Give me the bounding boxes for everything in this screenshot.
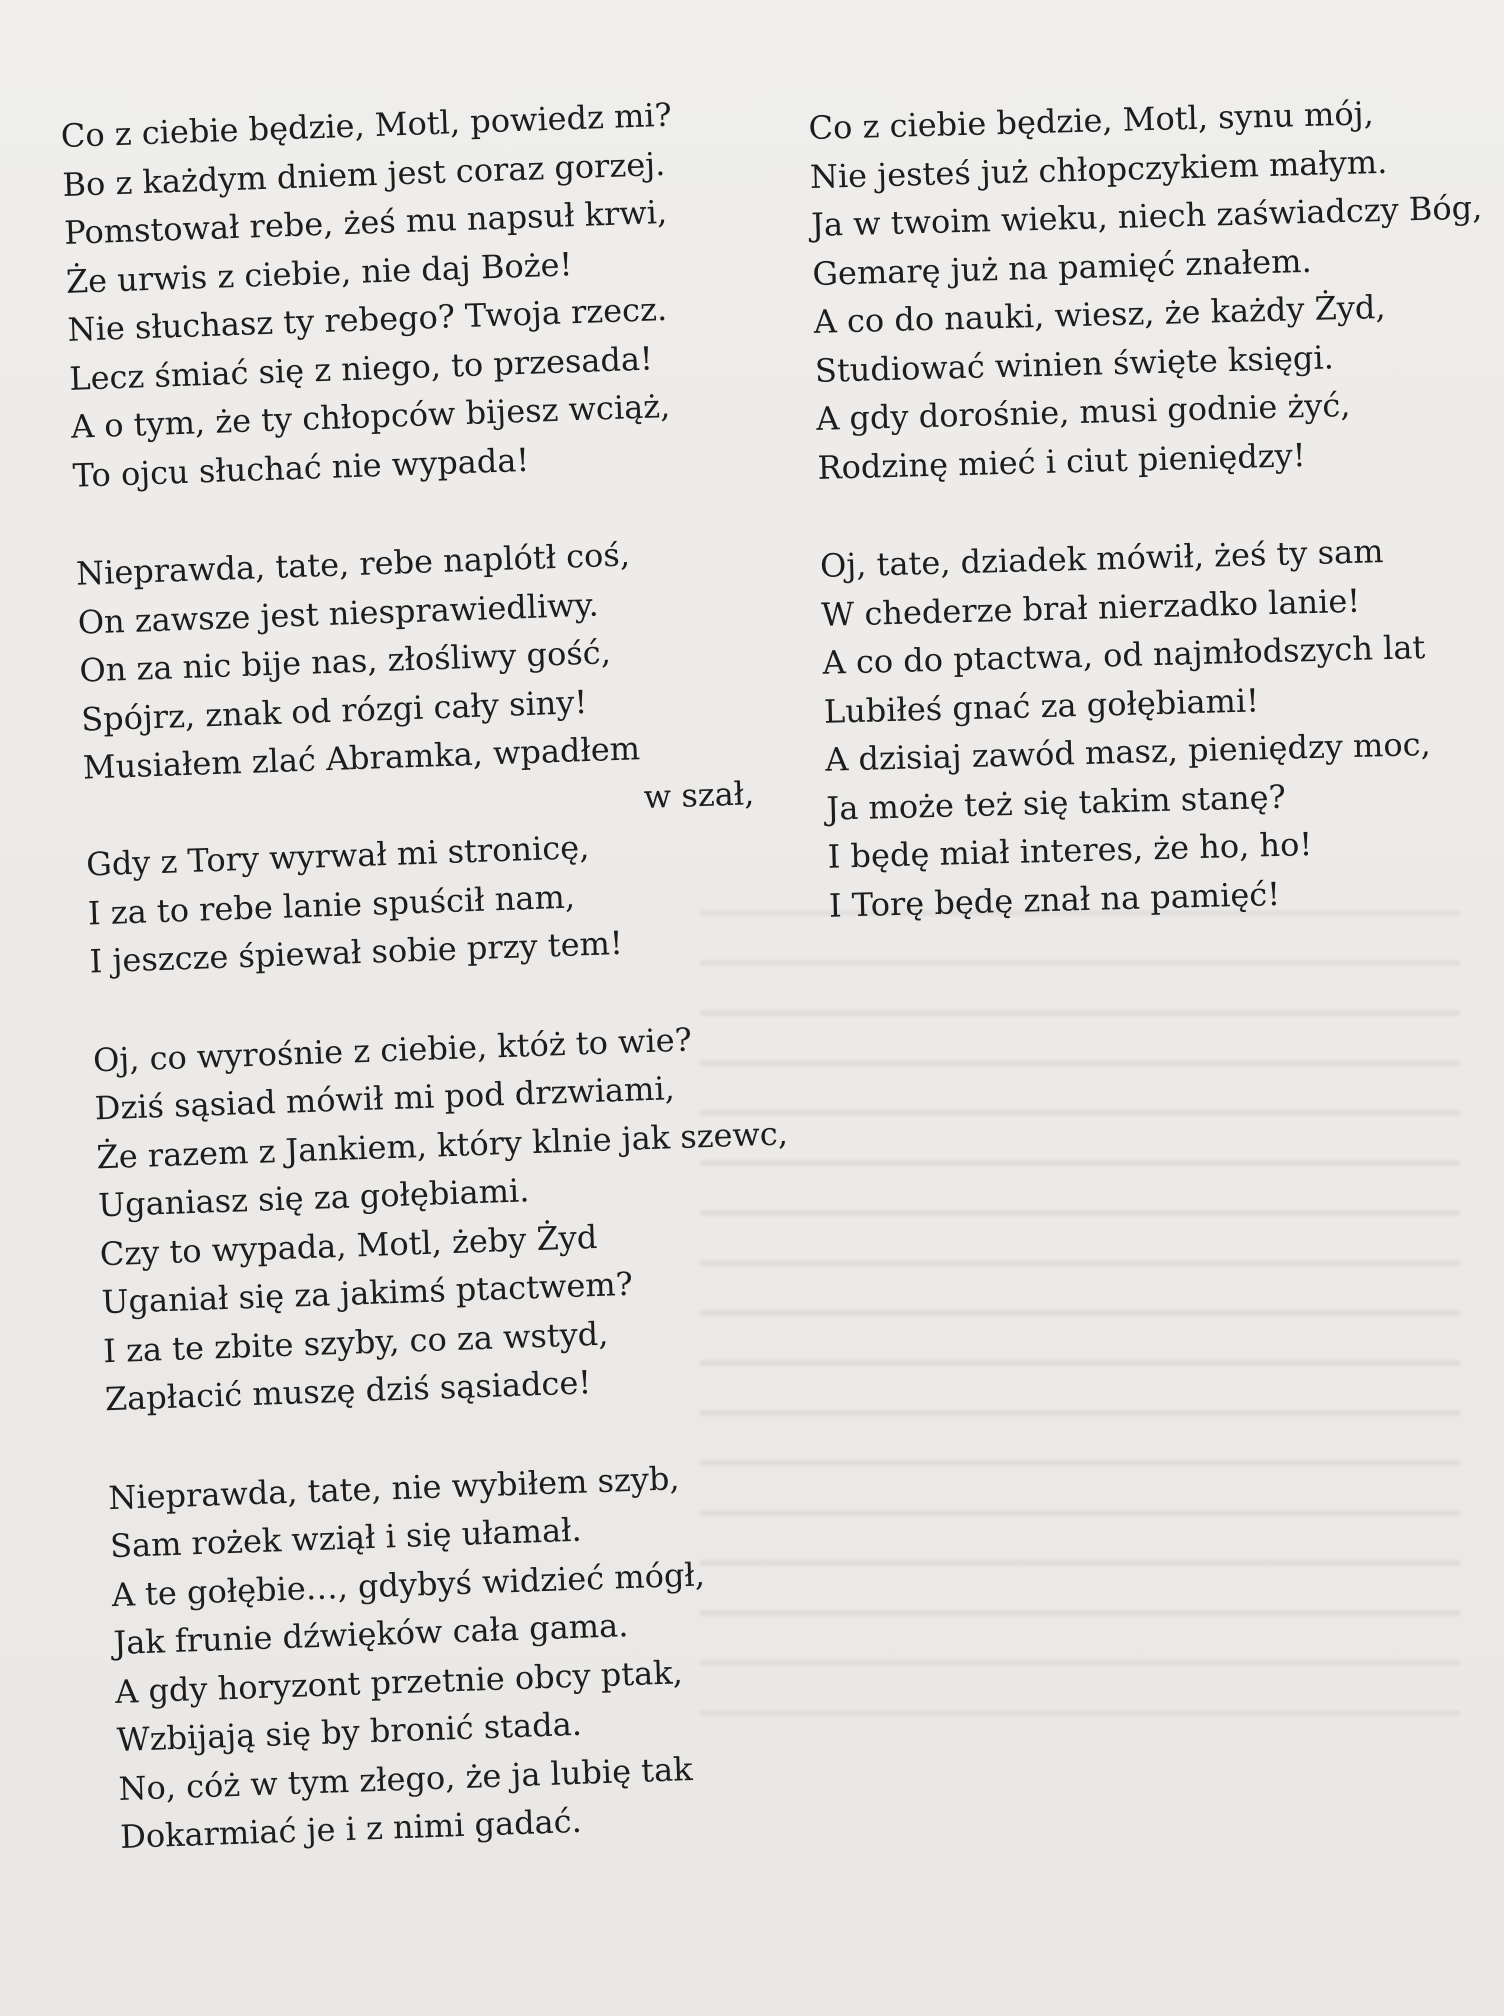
verse-line: On za nic bije nas, złośliwy gość, — [78, 633, 612, 690]
verse-line: To ojcu słuchać nie wypada! — [72, 440, 530, 495]
stanza-4 — [108, 1450, 801, 1861]
verse-line: Sam rożek wziął i się ułamał. — [109, 1510, 583, 1566]
verse-line: A co do nauki, wiesz, że każdy Żyd, — [813, 287, 1387, 341]
verse-line: Spójrz, znak od rózgi cały siny! — [80, 682, 588, 739]
verse-line: A o tym, że ty chłopców bijesz wciąż, — [70, 386, 671, 446]
verse-line: Nie jesteś już chłopczykiem małym. — [809, 142, 1388, 196]
stanza-2 — [75, 526, 770, 986]
verse-line: Wzbijają się by bronić stada. — [116, 1704, 583, 1759]
stanza-3 — [92, 1012, 789, 1423]
verse-line: Oj, co wyrośnie z ciebie, któż to wie? — [92, 1020, 693, 1079]
verse-line: Rodzinę mieć i ciut pieniędzy! — [817, 435, 1307, 487]
stanza-6 — [819, 525, 1489, 930]
verse-line: Lecz śmiać się z niego, to przesada! — [68, 338, 654, 398]
stanza-5 — [808, 87, 1483, 492]
verse-line: Nie słuchasz ty rebego? Twoja rzecz. — [66, 289, 668, 349]
verse-line: Gemarę już na pamięć znałem. — [811, 241, 1313, 293]
verse-line: On zawsze jest niesprawiedliwy. — [77, 585, 600, 642]
right-column — [808, 87, 1491, 980]
verse-line: Dziś sąsiad mówił mi pod drzwiami, — [94, 1069, 676, 1128]
verse-line: I Torę będę znał na pamięć! — [828, 874, 1281, 925]
verse-line: Studiować winien święte księgi. — [814, 337, 1335, 390]
verse-line: Dokarmiać je i z nimi gadać. — [119, 1801, 583, 1856]
left-column — [60, 88, 802, 1911]
verse-line: Bo z każdym dniem jest coraz gorzej. — [61, 144, 666, 204]
verse-line: Oj, tate, dziadek mówił, żeś ty sam — [819, 532, 1384, 585]
verse-line: Co z ciebie będzie, Motl, synu mój, — [808, 94, 1375, 147]
verse-line: Nieprawda, tate, nie wybiłem szyb, — [107, 1458, 681, 1517]
verse-line: Że razem z Jankiem, który klnie jak szewc, — [95, 1113, 789, 1176]
verse-line: Jak frunie dźwięków cała gama. — [112, 1606, 629, 1663]
verse-line: Uganiasz się za gołębiami. — [97, 1171, 530, 1225]
verse-line: No, cóż w tym złego, że ja lubię tak — [117, 1749, 694, 1808]
verse-line: Ja może też się takim stanę? — [825, 777, 1287, 828]
verse-line: A co do ptactwa, od najmłodszych lat — [822, 628, 1426, 682]
verse-line: Nieprawda, tate, rebe naplótł coś, — [75, 535, 631, 593]
verse-line: Zapłacić muszę dziś sąsiadce! — [104, 1363, 592, 1419]
verse-line: A te gołębie…, gdybyś widzieć mógł, — [111, 1554, 706, 1614]
verse-line: I będę miał interes, że ho, ho! — [827, 825, 1313, 876]
verse-line: A gdy horyzont przetnie obcy ptak, — [114, 1652, 684, 1711]
verse-line: I za to rebe lanie spuścił nam, — [87, 877, 576, 933]
bleed-through-shadow — [700, 880, 1460, 1740]
verse-line: Co z ciebie będzie, Motl, powiedz mi? — [60, 95, 673, 155]
verse-line: Lubiłeś gnać za gołębiami! — [823, 680, 1260, 731]
verse-line: Ja w twoim wieku, niech zaświadczy Bóg, — [810, 188, 1483, 244]
verse-line-continuation: w szał, — [643, 773, 755, 816]
verse-line: Uganiał się za jakimś ptactwem? — [100, 1264, 634, 1322]
verse-line: I za te zbite szyby, co za wstyd, — [102, 1314, 609, 1370]
verse-line: Musiałem zlać Abramka, wpadłem — [82, 729, 641, 787]
verse-line: Pomstował rebe, żeś mu napsuł krwi, — [63, 192, 668, 252]
verse-line: W chederze brał nierzadko lanie! — [820, 581, 1361, 634]
stanza-1 — [60, 88, 753, 499]
verse-line: Czy to wypada, Motl, żeby Żyd — [99, 1217, 598, 1273]
verse-line: A dzisiaj zawód masz, pieniędzy moc, — [824, 724, 1432, 779]
verse-line: Że urwis z ciebie, nie daj Boże! — [65, 244, 573, 301]
verse-line: I jeszcze śpiewał sobie przy tem! — [89, 923, 624, 981]
verse-line: A gdy dorośnie, musi godnie żyć, — [815, 385, 1351, 438]
verse-line: Gdy z Tory wyrwał mi stronicę, — [85, 827, 590, 884]
